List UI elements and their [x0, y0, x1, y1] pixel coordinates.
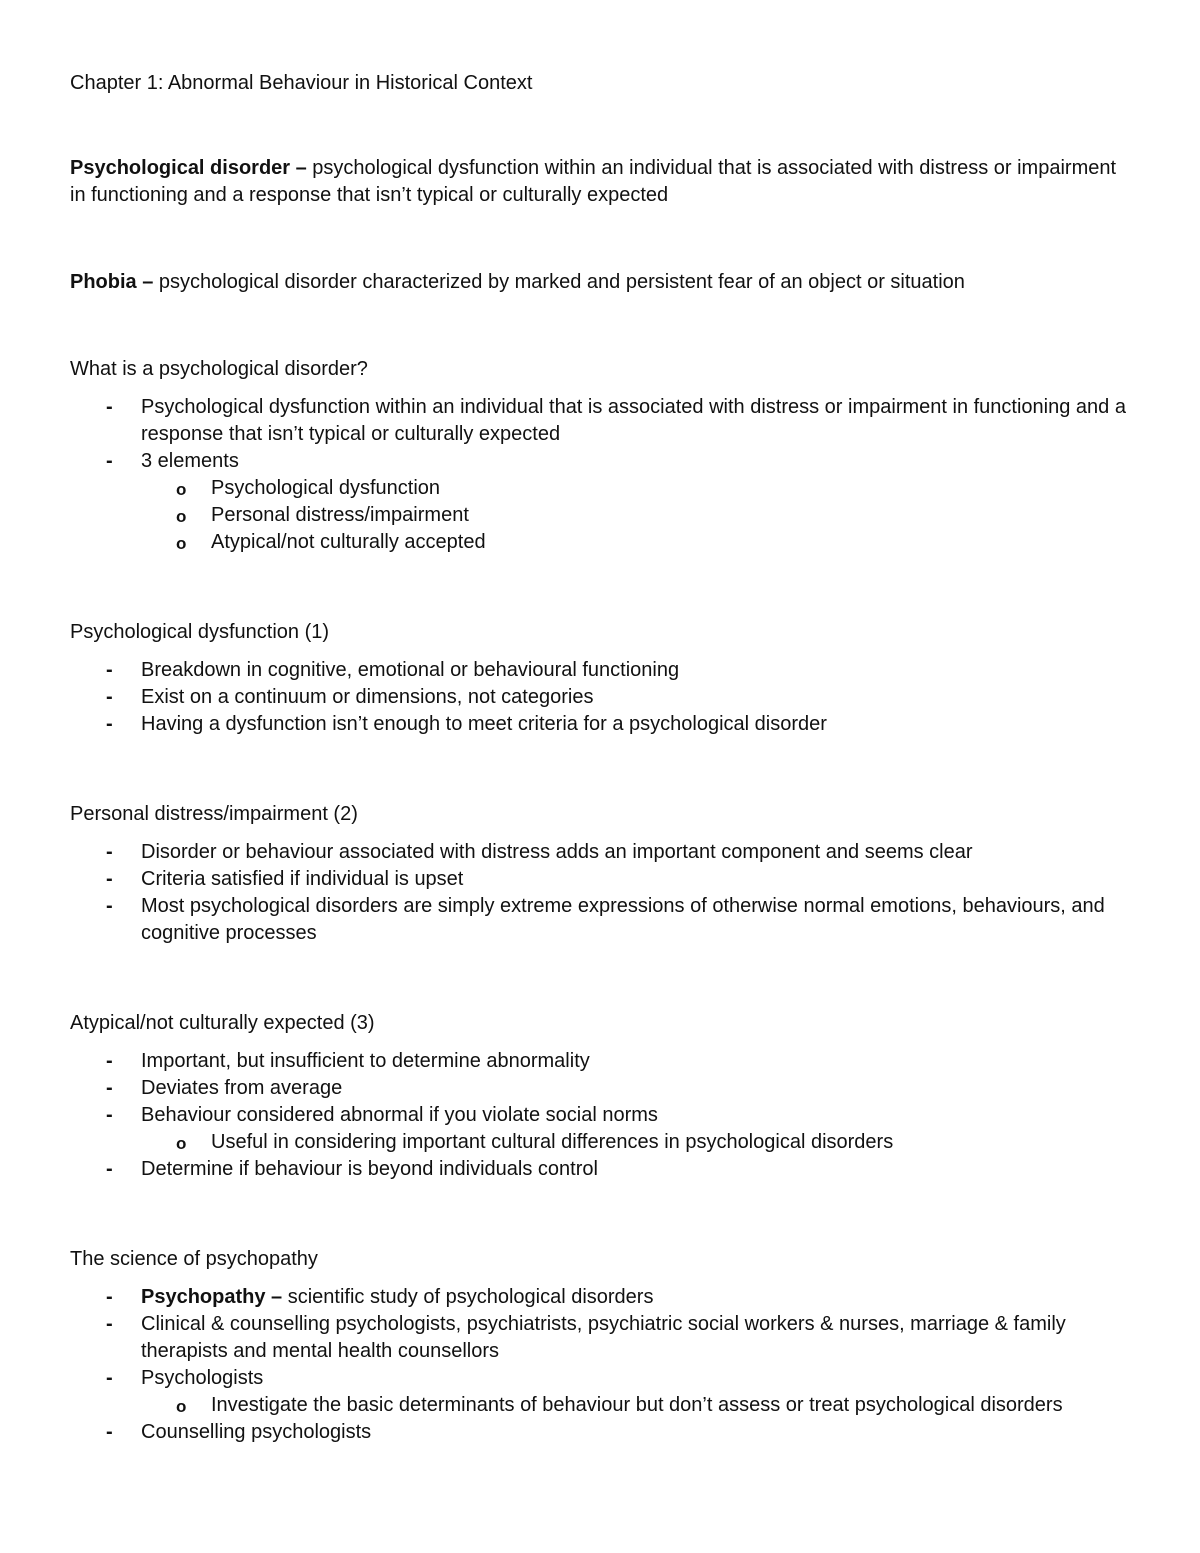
definition-text: psychological dysfunction within an individual that is associated with distress or impairment in functioning and a response that isn’t typical or culturally expected [70, 157, 1117, 206]
circle-bullet: o [176, 507, 187, 526]
list-item [70, 1365, 1130, 1419]
dash-bullet: - [106, 686, 113, 708]
dash-bullet: - [106, 895, 113, 917]
definition-psychological-disorder [70, 155, 1130, 209]
dash-bullet: - [106, 450, 113, 472]
list-item-text: Criteria satisfied if individual is upset [141, 868, 464, 890]
bullet-list [70, 394, 1130, 556]
list-item-text: Breakdown in cognitive, emotional or behavioural functioning [141, 659, 680, 681]
dash-bullet: - [106, 841, 113, 863]
list-item [70, 448, 1130, 556]
sub-list-item [141, 1392, 1130, 1419]
definition-term: Psychological disorder – [70, 157, 307, 179]
dash-bullet: - [106, 1104, 113, 1126]
circle-bullet: o [176, 1134, 187, 1153]
section-heading-dysfunction: Psychological dysfunction (1) [70, 621, 330, 643]
sub-list-item [141, 502, 1130, 529]
sub-list-item [141, 475, 1130, 502]
dash-bullet: - [106, 396, 113, 418]
definition-term: Psychopathy – [141, 1286, 283, 1308]
list-item-text: Exist on a continuum or dimensions, not categories [141, 686, 594, 708]
list-item [70, 1048, 1130, 1075]
list-item [70, 684, 1130, 711]
sub-list-item-text: Atypical/not culturally accepted [211, 531, 486, 553]
dash-bullet: - [106, 1313, 113, 1335]
section-heading-distress: Personal distress/impairment (2) [70, 803, 358, 825]
sub-list-item-text: Investigate the basic determinants of behaviour but don’t assess or treat psychological disorders [211, 1394, 1063, 1416]
circle-bullet: o [176, 480, 187, 499]
list-item [70, 893, 1130, 947]
page-title: Chapter 1: Abnormal Behaviour in Historical Context [70, 72, 533, 94]
list-item [70, 1419, 1130, 1446]
definition-term: Phobia – [70, 271, 154, 293]
list-item-text: Determine if behaviour is beyond individuals control [141, 1158, 598, 1180]
list-item-text: Important, but insufficient to determine abnormality [141, 1050, 590, 1072]
list-item [70, 711, 1130, 738]
list-item-text: Deviates from average [141, 1077, 343, 1099]
bullet-list [70, 839, 1130, 947]
list-item [70, 1102, 1130, 1156]
dash-bullet: - [106, 659, 113, 681]
dash-bullet: - [106, 1077, 113, 1099]
dash-bullet: - [106, 1421, 113, 1443]
list-item [70, 1156, 1130, 1183]
list-item-text: Disorder or behaviour associated with distress adds an important component and seems clear [141, 841, 973, 863]
sub-bullet-list [141, 1392, 1130, 1419]
circle-bullet: o [176, 534, 187, 553]
list-item-text: Psychological dysfunction within an individual that is associated with distress or impairment in functioning and a response that isn’t typical or culturally expected [141, 396, 1126, 445]
list-item [70, 866, 1130, 893]
bullet-list [70, 1048, 1130, 1183]
circle-bullet: o [176, 1397, 187, 1416]
dash-bullet: - [106, 868, 113, 890]
list-item [70, 1311, 1130, 1365]
list-item-text: Having a dysfunction isn’t enough to meet criteria for a psychological disorder [141, 713, 827, 735]
section-heading-science: The science of psychopathy [70, 1248, 318, 1270]
list-item [70, 1284, 1130, 1311]
list-item-text: Clinical & counselling psychologists, psychiatrists, psychiatric social workers & nurses, marriage & family therapists and mental health counsellors [141, 1313, 1066, 1362]
sub-list-item-text: Useful in considering important cultural differences in psychological disorders [211, 1131, 894, 1153]
dash-bullet: - [106, 1286, 113, 1308]
bullet-list [70, 1284, 1130, 1446]
dash-bullet: - [106, 1367, 113, 1389]
list-item [70, 657, 1130, 684]
list-item [70, 1075, 1130, 1102]
sub-bullet-list [141, 475, 1130, 556]
sub-list-item [141, 529, 1130, 556]
list-item-text: Most psychological disorders are simply extreme expressions of otherwise normal emotions, behaviours, and cognitive processes [141, 895, 1105, 944]
sub-bullet-list [141, 1129, 1130, 1156]
list-item-text: Psychologists [141, 1367, 264, 1389]
sub-list-item-text: Psychological dysfunction [211, 477, 441, 499]
definition-text: scientific study of psychological disorders [282, 1286, 654, 1308]
list-item-text: 3 elements [141, 450, 239, 472]
list-item [70, 394, 1130, 448]
bullet-list [70, 657, 1130, 738]
definition-text: psychological disorder characterized by marked and persistent fear of an object or situation [153, 271, 965, 293]
list-item-text: Counselling psychologists [141, 1421, 372, 1443]
dash-bullet: - [106, 713, 113, 735]
dash-bullet: - [106, 1158, 113, 1180]
sub-list-item [141, 1129, 1130, 1156]
section-heading-what-is: What is a psychological disorder? [70, 358, 368, 380]
list-item [70, 839, 1130, 866]
dash-bullet: - [106, 1050, 113, 1072]
sub-list-item-text: Personal distress/impairment [211, 504, 469, 526]
definition-phobia [70, 269, 1130, 296]
document-page [70, 70, 1130, 1446]
list-item-text: Behaviour considered abnormal if you violate social norms [141, 1104, 658, 1126]
section-heading-atypical: Atypical/not culturally expected (3) [70, 1012, 375, 1034]
